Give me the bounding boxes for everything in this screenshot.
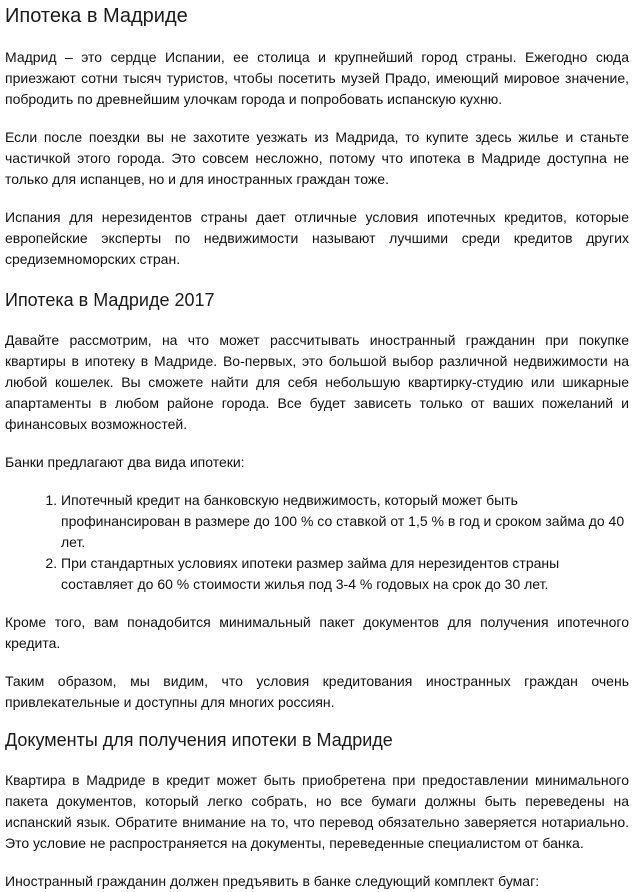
list-item: 2. При стандартных условиях ипотеки размер займа для нерезидентов страны составляет до 60 % стоимости жилья под 3-4 % годовых на срок до 30 лет.: [61, 553, 629, 595]
intro-paragraph-3: Испания для нерезидентов страны дает отличные условия ипотечных кредитов, которые европейские эксперты по недвижимости называют лучшими среди кредитов других средиземноморских стран.: [5, 209, 629, 267]
section-heading-2017: Ипотека в Мадриде 2017: [5, 290, 215, 310]
section-2017-paragraph-4: Таким образом, мы видим, что условия кредитования иностранных граждан очень привлекательные и доступны для многих россиян.: [5, 673, 629, 710]
intro-paragraph-2: Если после поездки вы не захотите уезжать из Мадрида, то купите здесь жилье и станьте частичкой этого города. Это совсем несложно, потому что ипотека в Мадриде доступна не только для испанцев, но и для иностранных граждан тоже.: [5, 129, 629, 187]
section-2017-paragraph-3: Кроме того, вам понадобится минимальный пакет документов для получения ипотечного кредита.: [5, 614, 629, 651]
section-heading-documents: Документы для получения ипотеки в Мадриде: [5, 730, 393, 750]
documents-paragraph-1: Квартира в Мадриде в кредит может быть приобретена при предоставлении минимального пакета документов, который легко собрать, но все бумаги должны быть переведены на испанский язык. Обратите внимание на то, что перевод обязательно заверяется нотариально. Это условие не распространяется на документы, переведенные специалистом от банка.: [5, 772, 629, 851]
page-title: Ипотека в Мадриде: [5, 5, 188, 27]
mortgage-types-list: [5, 490, 629, 595]
documents-paragraph-2: Иностранный гражданин должен предъявить в банке следующий комплект бумаг:: [5, 873, 540, 889]
article: [5, 0, 629, 892]
list-item: 1. Ипотечный кредит на банковскую недвижимость, который может быть профинансирован в размере до 100 % со ставкой от 1,5 % в год и сроком займа до 40 лет.: [61, 490, 629, 553]
section-2017-paragraph-2: Банки предлагают два вида ипотеки:: [5, 454, 245, 470]
intro-paragraph-1: Мадрид – это сердце Испании, ее столица и крупнейший город страны. Ежегодно сюда приезжают сотни тысяч туристов, чтобы посетить музей Прадо, имеющий мировое значение, побродить по древнейшим улочкам города и попробовать испанскую кухню.: [5, 49, 629, 107]
section-2017-paragraph-1: Давайте рассмотрим, на что может рассчитывать иностранный гражданин при покупке квартиры в ипотеку в Мадриде. Во-первых, это большой выбор различной недвижимости на любой кошелек. Вы сможете найти для себя небольшую квартирку-студию или шикарные апартаменты в любом районе города. Все будет зависеть только от ваших пожеланий и финансовых возможностей.: [5, 332, 629, 432]
